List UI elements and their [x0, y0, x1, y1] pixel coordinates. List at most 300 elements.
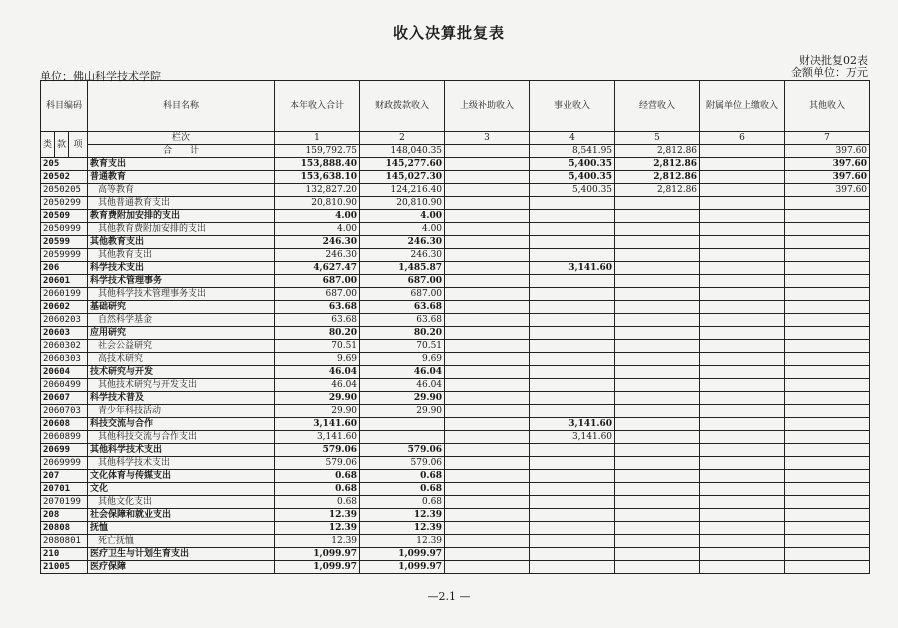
row-value [785, 457, 870, 470]
row-value [530, 392, 615, 405]
row-value: 29.90 [360, 405, 445, 418]
row-value [785, 223, 870, 236]
table-row [41, 444, 870, 457]
row-value [785, 210, 870, 223]
row-value [785, 288, 870, 301]
row-code: 206 [41, 262, 88, 275]
row-value [530, 197, 615, 210]
row-value [700, 314, 785, 327]
row-value: 687.00 [275, 288, 360, 301]
row-value [785, 301, 870, 314]
row-value [700, 184, 785, 197]
row-value [360, 431, 445, 444]
row-value [615, 327, 700, 340]
row-value [785, 470, 870, 483]
row-value: 124,216.40 [360, 184, 445, 197]
row-name: 其他教育费附加安排的支出 [88, 223, 275, 236]
row-value [785, 535, 870, 548]
row-value [615, 301, 700, 314]
row-value [785, 340, 870, 353]
row-value [530, 314, 615, 327]
row-name: 应用研究 [88, 327, 275, 340]
row-code: 2050299 [41, 197, 88, 210]
row-value [700, 288, 785, 301]
row-value: 2,812.86 [615, 158, 700, 171]
row-code: 2060303 [41, 353, 88, 366]
row-value: 246.30 [275, 236, 360, 249]
row-value [700, 379, 785, 392]
table-row [41, 483, 870, 496]
row-value [615, 275, 700, 288]
col-num-7: 7 [785, 132, 870, 145]
table-row [41, 366, 870, 379]
row-value: 3,141.60 [275, 418, 360, 431]
header-xiang: 项 [69, 132, 88, 158]
row-code: 2060899 [41, 431, 88, 444]
row-value: 153,638.10 [275, 171, 360, 184]
row-code: 208 [41, 509, 88, 522]
row-value: 46.04 [360, 366, 445, 379]
row-value: 80.20 [360, 327, 445, 340]
row-value [530, 353, 615, 366]
row-name: 其他文化支出 [88, 496, 275, 509]
row-name: 科技交流与合作 [88, 418, 275, 431]
row-value [700, 522, 785, 535]
row-value: 46.04 [275, 366, 360, 379]
row-value: 4.00 [275, 210, 360, 223]
row-value [445, 275, 530, 288]
row-value [785, 197, 870, 210]
row-value [615, 197, 700, 210]
row-value [700, 327, 785, 340]
table-row [41, 496, 870, 509]
row-value: 12.39 [275, 509, 360, 522]
row-value [700, 457, 785, 470]
header-row [41, 81, 870, 132]
header-col-5: 经营收入 [615, 81, 700, 132]
row-name: 科学技术支出 [88, 262, 275, 275]
row-value [615, 509, 700, 522]
row-value [445, 548, 530, 561]
row-code: 20602 [41, 301, 88, 314]
header-col-3: 上级补助收入 [445, 81, 530, 132]
row-value: 579.06 [360, 444, 445, 457]
row-value: 70.51 [275, 340, 360, 353]
row-name: 死亡抚恤 [88, 535, 275, 548]
row-value: 12.39 [275, 535, 360, 548]
row-code: 2060499 [41, 379, 88, 392]
col-num-1: 1 [275, 132, 360, 145]
table-row [41, 418, 870, 431]
row-value: 397.60 [785, 171, 870, 184]
row-value [530, 405, 615, 418]
row-value [360, 418, 445, 431]
table-row [41, 210, 870, 223]
row-value: 1,099.97 [360, 561, 445, 574]
row-value [700, 561, 785, 574]
row-value [785, 444, 870, 457]
row-value [530, 366, 615, 379]
col-num-5: 5 [615, 132, 700, 145]
row-value [530, 301, 615, 314]
row-value [700, 223, 785, 236]
unit-label: 单位：佛山科学技术学院 [40, 70, 161, 83]
row-value [530, 509, 615, 522]
row-name: 科学技术管理事务 [88, 275, 275, 288]
header-name: 科目名称 [88, 81, 275, 132]
row-value: 4.00 [360, 210, 445, 223]
row-name: 教育费附加安排的支出 [88, 210, 275, 223]
row-value: 3,141.60 [530, 262, 615, 275]
row-value [615, 444, 700, 457]
row-code: 20502 [41, 171, 88, 184]
row-value [615, 314, 700, 327]
table-row [41, 262, 870, 275]
row-code: 2050999 [41, 223, 88, 236]
row-value [530, 236, 615, 249]
total-row [41, 145, 870, 158]
row-value [530, 548, 615, 561]
table-row [41, 171, 870, 184]
header-col-7: 其他收入 [785, 81, 870, 132]
row-value [445, 470, 530, 483]
row-value [785, 249, 870, 262]
row-name: 其他科学技术管理事务支出 [88, 288, 275, 301]
row-value: 687.00 [360, 288, 445, 301]
table-row [41, 509, 870, 522]
table-row [41, 223, 870, 236]
row-value: 5,400.35 [530, 184, 615, 197]
row-value [615, 561, 700, 574]
row-code: 20607 [41, 392, 88, 405]
row-value [700, 405, 785, 418]
row-value: 1,099.97 [360, 548, 445, 561]
row-value: 4.00 [275, 223, 360, 236]
header-lei: 类 [41, 132, 55, 158]
row-value [615, 366, 700, 379]
total-value [700, 145, 785, 158]
row-value: 3,141.60 [530, 431, 615, 444]
row-value: 579.06 [275, 457, 360, 470]
col-num-4: 4 [530, 132, 615, 145]
row-value [700, 197, 785, 210]
row-value [700, 249, 785, 262]
row-value: 63.68 [275, 314, 360, 327]
row-value [615, 483, 700, 496]
row-code: 205 [41, 158, 88, 171]
row-value: 2,812.86 [615, 171, 700, 184]
row-value [530, 379, 615, 392]
row-code: 2059999 [41, 249, 88, 262]
income-table [40, 80, 870, 574]
row-value [785, 392, 870, 405]
table-row [41, 405, 870, 418]
table-row [41, 340, 870, 353]
header-col-6: 附属单位上缴收入 [700, 81, 785, 132]
row-value [700, 210, 785, 223]
table-row [41, 275, 870, 288]
row-code: 2060302 [41, 340, 88, 353]
table-row [41, 535, 870, 548]
row-value [785, 522, 870, 535]
row-value: 29.90 [360, 392, 445, 405]
money-unit: 金额单位：万元 [791, 66, 868, 79]
row-name: 普通教育 [88, 171, 275, 184]
row-value [445, 405, 530, 418]
row-value [445, 444, 530, 457]
header-kuan: 款 [55, 132, 69, 158]
row-value: 246.30 [360, 249, 445, 262]
total-value: 397.60 [785, 145, 870, 158]
row-value: 5,400.35 [530, 158, 615, 171]
row-value [445, 496, 530, 509]
lanci-label: 栏次 [88, 132, 275, 145]
row-value: 3,141.60 [530, 418, 615, 431]
row-code: 2060203 [41, 314, 88, 327]
row-value [445, 392, 530, 405]
row-value [785, 418, 870, 431]
row-value [700, 444, 785, 457]
row-name: 文化 [88, 483, 275, 496]
row-value [445, 171, 530, 184]
row-value [615, 249, 700, 262]
row-value [445, 158, 530, 171]
row-value [445, 379, 530, 392]
row-value [615, 457, 700, 470]
row-value [530, 340, 615, 353]
row-code: 20509 [41, 210, 88, 223]
row-value [700, 431, 785, 444]
row-value: 29.90 [275, 405, 360, 418]
table-row [41, 353, 870, 366]
row-value [615, 470, 700, 483]
row-value: 246.30 [360, 236, 445, 249]
row-value: 12.39 [275, 522, 360, 535]
header-col-4: 事业收入 [530, 81, 615, 132]
row-value [445, 327, 530, 340]
row-value: 9.69 [275, 353, 360, 366]
row-value: 29.90 [275, 392, 360, 405]
lanci-row [41, 132, 870, 145]
row-code: 20601 [41, 275, 88, 288]
row-value [615, 223, 700, 236]
row-value [700, 353, 785, 366]
row-value [785, 379, 870, 392]
row-name: 其他科技交流与合作支出 [88, 431, 275, 444]
col-num-3: 3 [445, 132, 530, 145]
row-value [700, 483, 785, 496]
row-value [445, 418, 530, 431]
row-name: 文化体育与传媒支出 [88, 470, 275, 483]
row-value [615, 496, 700, 509]
table-row [41, 327, 870, 340]
row-value [615, 548, 700, 561]
row-value [615, 210, 700, 223]
row-value: 579.06 [275, 444, 360, 457]
row-value: 1,485.87 [360, 262, 445, 275]
row-value [615, 379, 700, 392]
row-value [700, 509, 785, 522]
form-number: 财决批复02表 [799, 54, 868, 67]
col-num-6: 6 [700, 132, 785, 145]
row-value [445, 249, 530, 262]
row-value [700, 158, 785, 171]
row-value [785, 405, 870, 418]
row-value: 145,277.60 [360, 158, 445, 171]
header-col-1: 本年收入合计 [275, 81, 360, 132]
row-value: 397.60 [785, 184, 870, 197]
row-value [530, 223, 615, 236]
row-name: 其他教育支出 [88, 249, 275, 262]
row-value: 3,141.60 [275, 431, 360, 444]
row-value [615, 431, 700, 444]
table-row [41, 314, 870, 327]
row-value [530, 249, 615, 262]
row-value: 63.68 [360, 314, 445, 327]
row-value [445, 457, 530, 470]
row-value [700, 496, 785, 509]
row-value [445, 366, 530, 379]
row-code: 207 [41, 470, 88, 483]
row-value [615, 405, 700, 418]
row-value [700, 301, 785, 314]
row-value [700, 262, 785, 275]
row-value: 20,810.90 [360, 197, 445, 210]
row-code: 20599 [41, 236, 88, 249]
row-value: 153,888.40 [275, 158, 360, 171]
table-row [41, 431, 870, 444]
row-name: 其他科学技术支出 [88, 457, 275, 470]
row-value [615, 418, 700, 431]
total-value: 148,040.35 [360, 145, 445, 158]
row-code: 2080801 [41, 535, 88, 548]
table-row [41, 379, 870, 392]
page-title: 收入决算批复表 [392, 24, 505, 42]
row-value [785, 327, 870, 340]
row-value [445, 561, 530, 574]
row-value [615, 353, 700, 366]
row-code: 20603 [41, 327, 88, 340]
row-value: 5,400.35 [530, 171, 615, 184]
row-code: 20808 [41, 522, 88, 535]
row-code: 20608 [41, 418, 88, 431]
table-row [41, 392, 870, 405]
row-value: 12.39 [360, 522, 445, 535]
row-code: 20699 [41, 444, 88, 457]
row-value [615, 340, 700, 353]
row-value: 46.04 [360, 379, 445, 392]
total-value: 2,812.86 [615, 145, 700, 158]
row-value [445, 236, 530, 249]
row-name: 其他普通教育支出 [88, 197, 275, 210]
table-row [41, 158, 870, 171]
row-code: 210 [41, 548, 88, 561]
row-value: 0.68 [275, 496, 360, 509]
total-value: 8,541.95 [530, 145, 615, 158]
row-value: 70.51 [360, 340, 445, 353]
row-value: 687.00 [275, 275, 360, 288]
row-value [445, 197, 530, 210]
row-code: 21005 [41, 561, 88, 574]
row-value: 80.20 [275, 327, 360, 340]
row-value [445, 353, 530, 366]
row-code: 20701 [41, 483, 88, 496]
row-value [615, 262, 700, 275]
row-value: 63.68 [275, 301, 360, 314]
row-value: 1,099.97 [275, 561, 360, 574]
row-name: 社会公益研究 [88, 340, 275, 353]
row-value [445, 431, 530, 444]
row-value: 246.30 [275, 249, 360, 262]
row-value: 12.39 [360, 509, 445, 522]
row-value [700, 275, 785, 288]
row-code: 2069999 [41, 457, 88, 470]
table-row [41, 288, 870, 301]
row-value [445, 184, 530, 197]
row-value [530, 496, 615, 509]
row-value: 2,812.86 [615, 184, 700, 197]
row-value [445, 223, 530, 236]
col-num-2: 2 [360, 132, 445, 145]
row-name: 社会保障和就业支出 [88, 509, 275, 522]
row-code: 2050205 [41, 184, 88, 197]
row-name: 其他教育支出 [88, 236, 275, 249]
row-name: 其他技术研究与开发支出 [88, 379, 275, 392]
row-value: 0.68 [360, 470, 445, 483]
row-name: 医疗保障 [88, 561, 275, 574]
row-value [785, 483, 870, 496]
row-name: 青少年科技活动 [88, 405, 275, 418]
row-name: 高等教育 [88, 184, 275, 197]
row-value [785, 548, 870, 561]
row-code: 2070199 [41, 496, 88, 509]
row-value: 0.68 [275, 470, 360, 483]
row-value: 1,099.97 [275, 548, 360, 561]
row-value: 145,027.30 [360, 171, 445, 184]
row-value: 687.00 [360, 275, 445, 288]
row-value [785, 236, 870, 249]
row-value: 0.68 [275, 483, 360, 496]
row-value [445, 262, 530, 275]
row-value [615, 288, 700, 301]
table-row [41, 561, 870, 574]
row-value [785, 431, 870, 444]
row-value [700, 548, 785, 561]
total-value [445, 145, 530, 158]
row-name: 基础研究 [88, 301, 275, 314]
row-name: 自然科学基金 [88, 314, 275, 327]
row-value [530, 444, 615, 457]
row-value: 46.04 [275, 379, 360, 392]
table-row [41, 197, 870, 210]
row-value [445, 522, 530, 535]
row-value [785, 314, 870, 327]
page-number: —2.1 — [427, 590, 471, 603]
row-value [530, 483, 615, 496]
row-name: 教育支出 [88, 158, 275, 171]
row-value [700, 340, 785, 353]
table-row [41, 249, 870, 262]
row-value: 63.68 [360, 301, 445, 314]
row-value [445, 483, 530, 496]
row-value [530, 470, 615, 483]
table-row [41, 457, 870, 470]
table-row [41, 236, 870, 249]
row-value [615, 392, 700, 405]
row-value [785, 561, 870, 574]
row-name: 高技术研究 [88, 353, 275, 366]
total-value: 159,792.75 [275, 145, 360, 158]
